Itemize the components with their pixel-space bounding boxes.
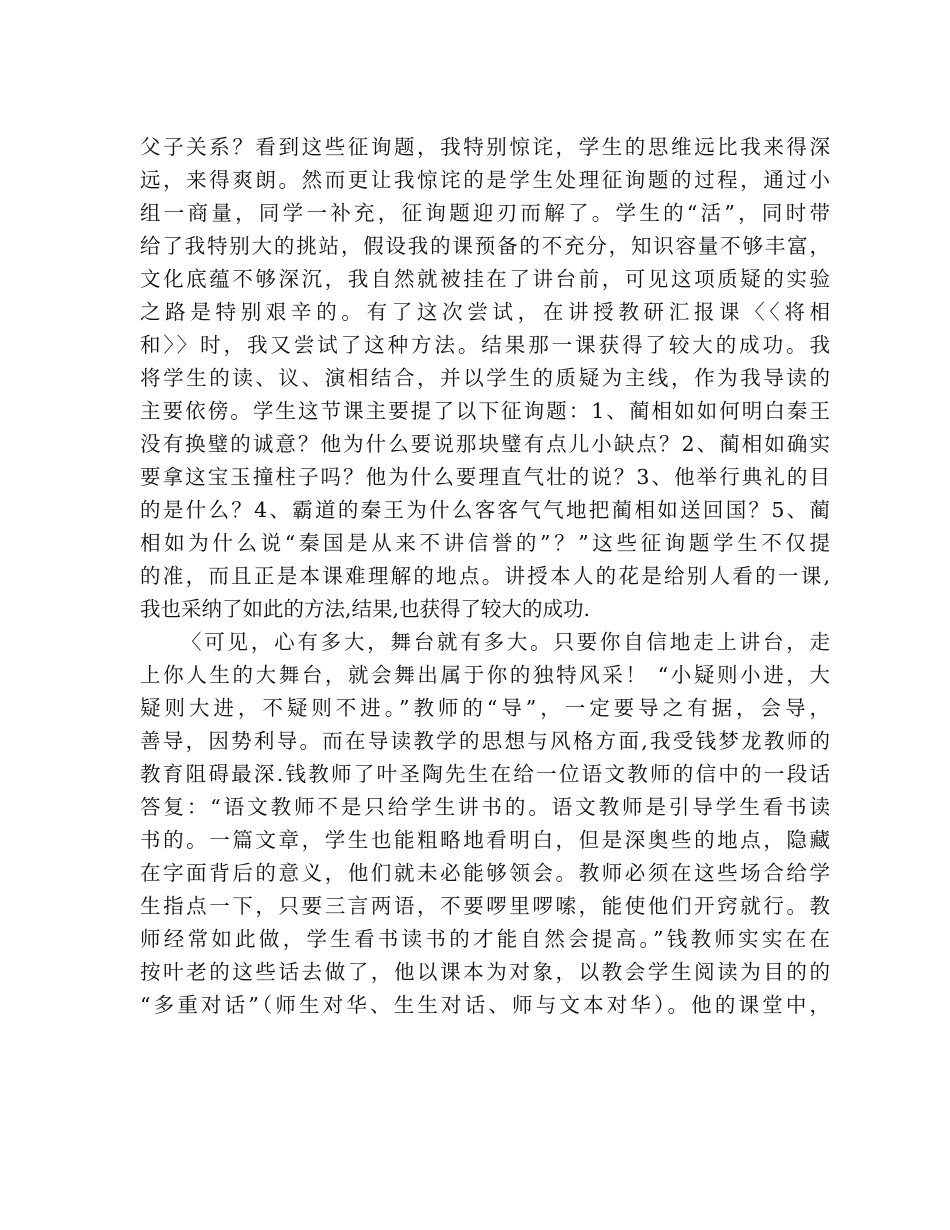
text-line: 和〉〉时，我又尝试了这种方法。结果那一课获得了较大的成功。我: [140, 333, 830, 357]
text-line: 给了我特别大的挑站，假设我的课预备的不充分，知识容量不够丰富，: [140, 234, 830, 258]
paragraph-start-line: 〈可见，心有多大，舞台就有多大。只要你自信地走上讲台，走: [181, 630, 830, 654]
text-line: 组一商量，同学一补充，征询题迎刃而解了。学生的“活”，同时带: [140, 201, 830, 225]
body-text: [140, 131, 830, 1022]
text-line: 将学生的读、议、演相结合，并以学生的质疑为主线，作为我导读的: [140, 366, 830, 390]
text-line: 按叶老的这些话去做了，他以课本为对象，以教会学生阅读为目的的: [140, 960, 830, 984]
text-line: 在字面背后的意义，他们就未必能够领会。教师必须在这些场合给学: [140, 861, 830, 885]
text-line: 的是什么？4、霸道的秦王为什么客客气气地把蔺相如送回国？5、蔺: [140, 498, 830, 522]
text-line: 父子关系？看到这些征询题，我特别惊诧，学生的思维远比我来得深: [140, 135, 830, 159]
text-line: 师经常如此做，学生看书读书的才能自然会提高。”钱教师实实在在: [140, 927, 830, 951]
text-line: 远，来得爽朗。然而更让我惊诧的是学生处理征询题的过程，通过小: [140, 168, 830, 192]
text-line: 疑则大进，不疑则不进。”教师的“导”，一定要导之有据，会导，: [140, 696, 830, 720]
text-line: 的准，而且正是本课难理解的地点。讲授本人的花是给别人看的一课,: [140, 564, 830, 588]
text-line: 上你人生的大舞台，就会舞出属于你的独特风采！ “小疑则小进，大: [140, 663, 830, 687]
text-line: 要拿这宝玉撞柱子吗？他为什么要理直气壮的说？3、他举行典礼的目: [140, 465, 830, 489]
text-line: 教育阻碍最深.钱教师了叶圣陶先生在给一位语文教师的信中的一段话: [140, 762, 830, 786]
text-line: 文化底蕴不够深沉，我自然就被挂在了讲台前，可见这项质疑的实验: [140, 267, 830, 291]
text-line: 书的。一篇文章，学生也能粗略地看明白，但是深奥些的地点，隐藏: [140, 828, 830, 852]
text-line: “多重对话”（师生对华、生生对话、师与文本对华）。他的课堂中，: [140, 993, 830, 1017]
text-line: 生指点一下，只要三言两语，不要啰里啰嗦，能使他们开窍就行。教: [140, 894, 830, 918]
text-line: 主要依傍。学生这节课主要提了以下征询题：1、蔺相如如何明白秦王: [140, 399, 830, 423]
text-line: 我也采纳了如此的方法,结果,也获得了较大的成功.: [140, 597, 591, 621]
text-line: 答复：“语文教师不是只给学生讲书的。语文教师是引导学生看书读: [140, 795, 830, 819]
text-line: 之路是特别艰辛的。有了这次尝试，在讲授教研汇报课〈〈将相: [140, 300, 830, 324]
text-line: 相如为什么说“秦国是从来不讲信誉的”？”这些征询题学生不仅提: [140, 531, 830, 555]
text-line: 善导，因势利导。而在导读教学的思想与风格方面,我受钱梦龙教师的: [140, 729, 830, 753]
text-line: 没有换璧的诚意？他为什么要说那块璧有点儿小缺点？2、蔺相如确实: [140, 432, 830, 456]
